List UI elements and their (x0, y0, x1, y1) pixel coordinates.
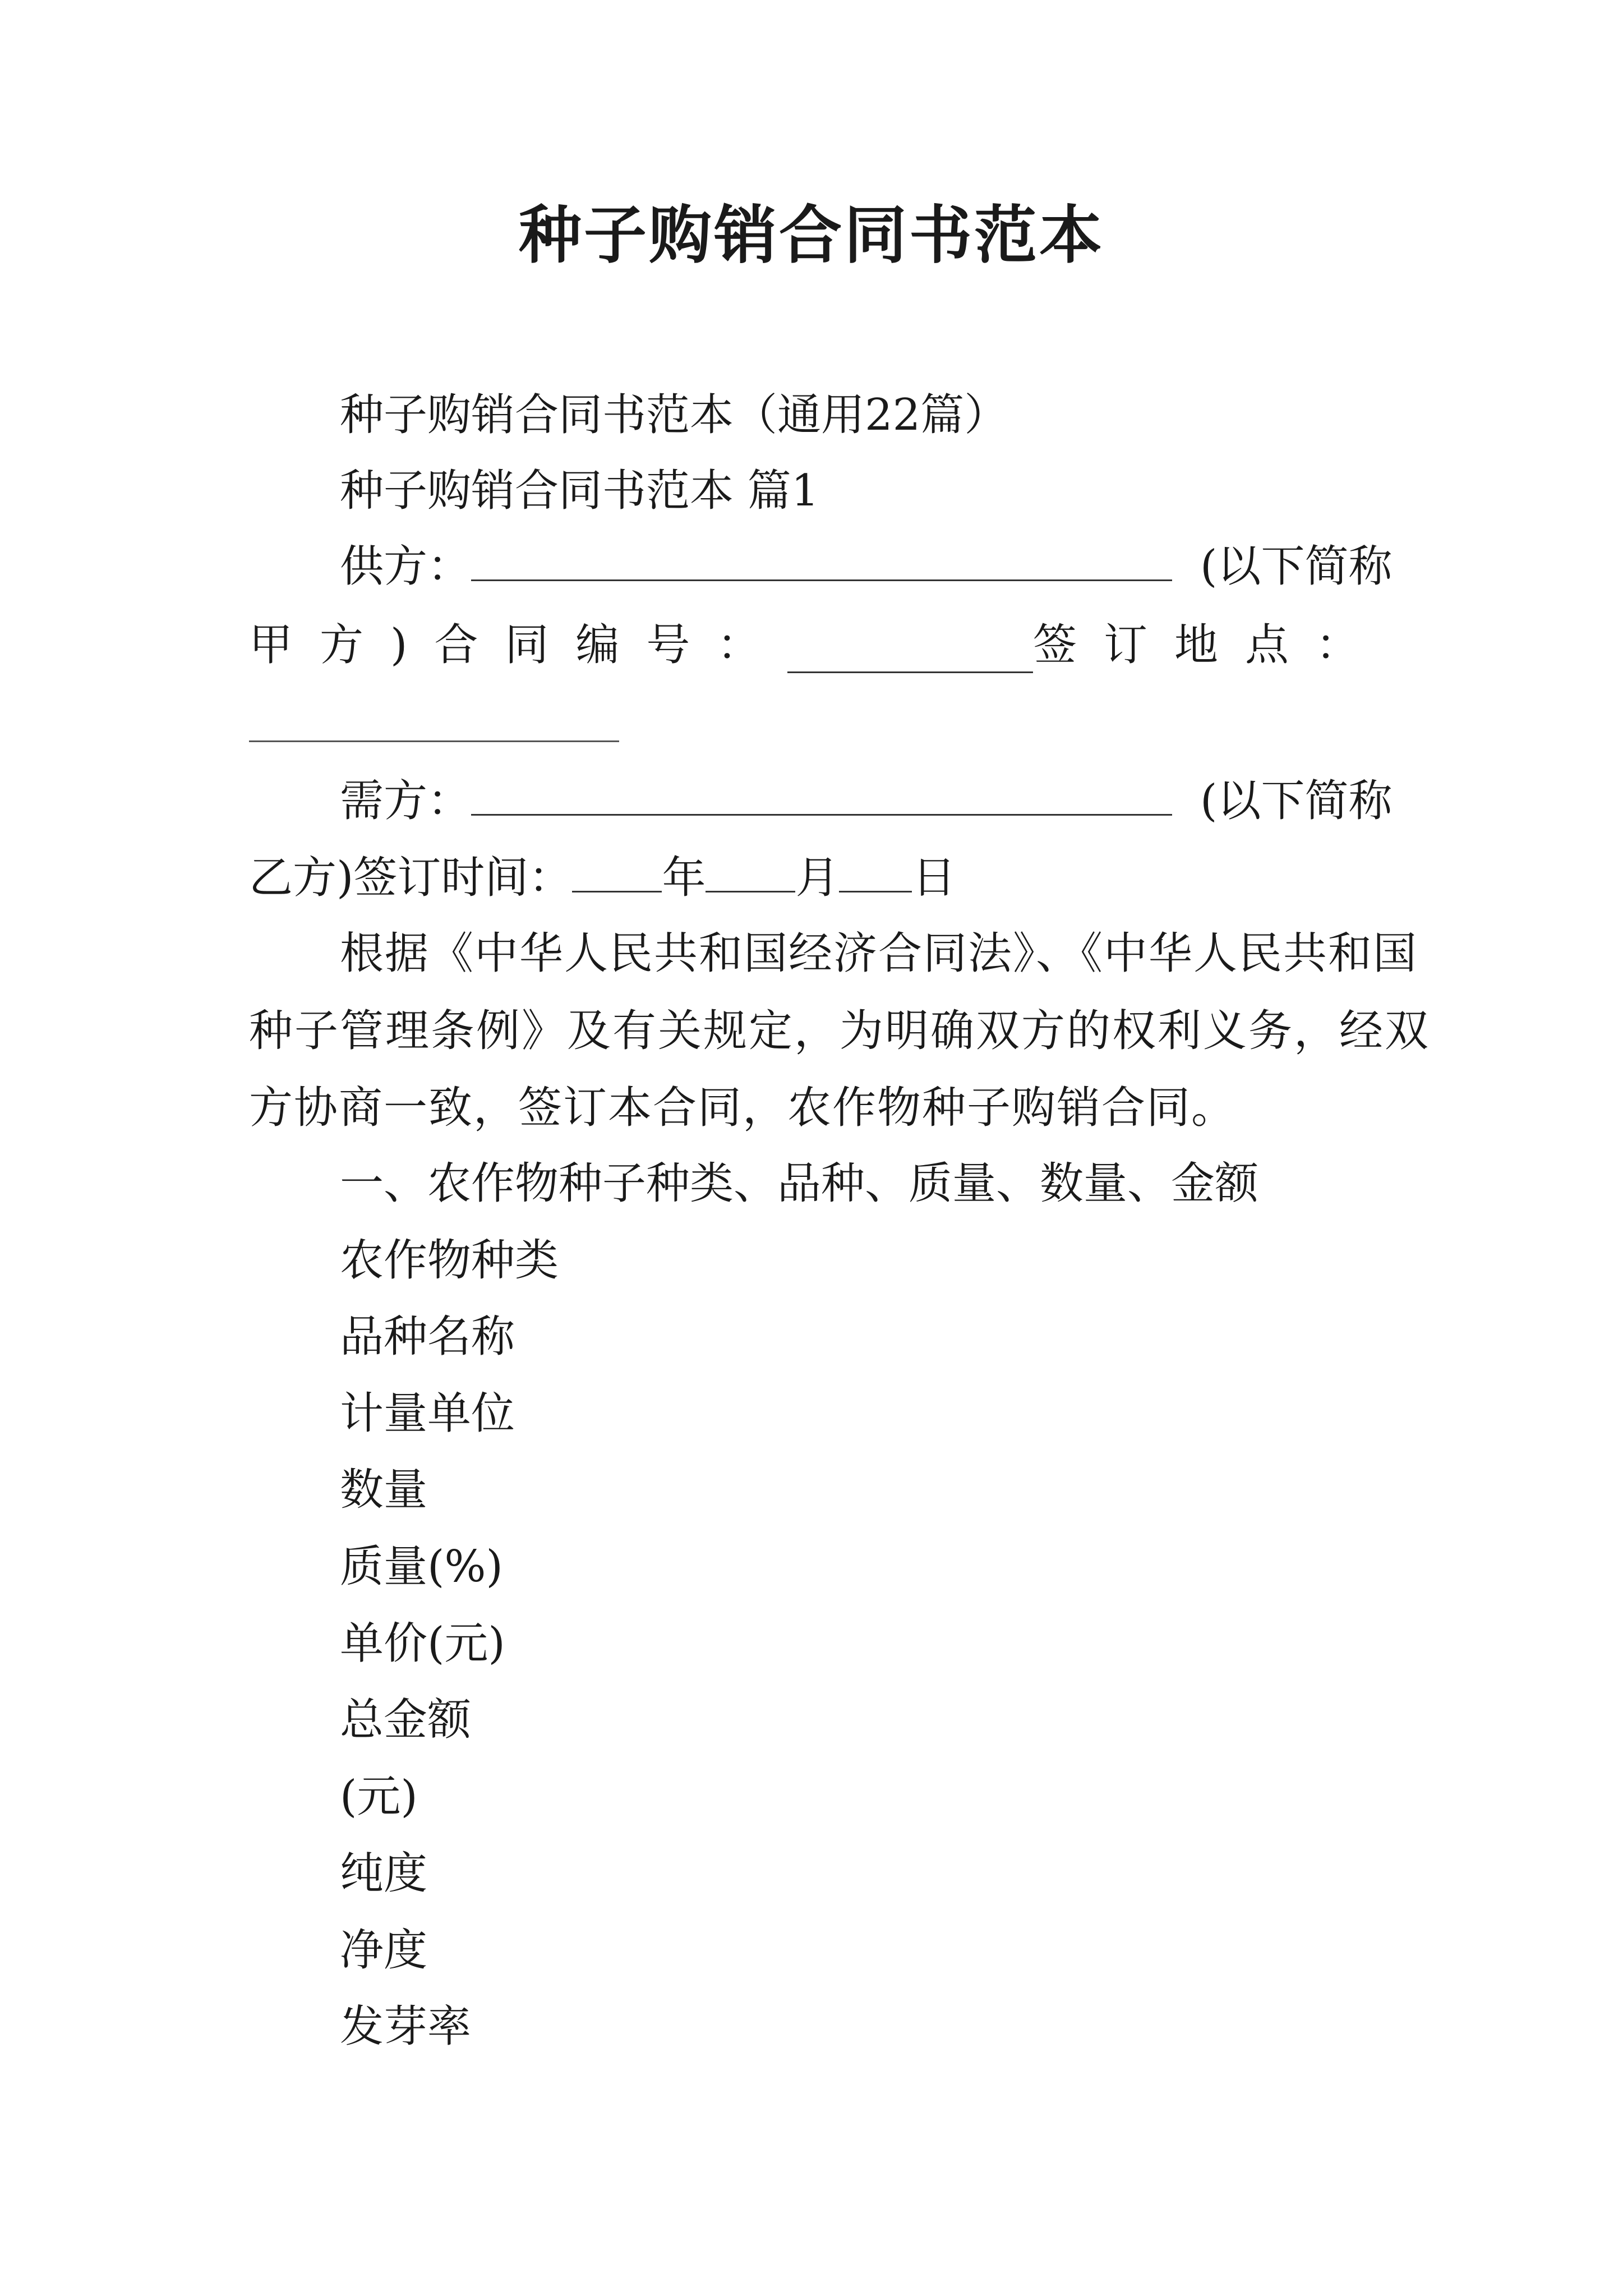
document-subtitle: 种子购销合同书范本（通用22篇） (340, 390, 1008, 440)
list-item: 单价(元) (340, 1618, 505, 1669)
year-label: 年 (662, 853, 706, 903)
contract-number-blank (787, 632, 1033, 673)
month-blank (706, 852, 795, 892)
supplier-blank (471, 540, 1172, 581)
document-title: 种子购销合同书范本 (519, 199, 1104, 272)
buyer-line (340, 773, 1392, 829)
clause-one-heading: 一、农作物种子种类、品种、质量、数量、金额 (340, 1158, 1259, 1209)
paragraph-line-3: 方协商一致，签订本合同，农作物种子购销合同。 (249, 1083, 1237, 1133)
section-heading: 种子购销合同书范本 篇1 (340, 466, 819, 516)
supplier-line (340, 539, 1392, 595)
sign-time-label: 乙方)签订时间： (249, 853, 573, 903)
buyer-label: 需方： (340, 776, 472, 826)
list-item: 净度 (340, 1925, 428, 1976)
contract-number-line (249, 617, 1386, 673)
contract-number-label: 甲方)合同编号： (249, 620, 788, 670)
list-item: 品种名称 (340, 1312, 515, 1362)
year-blank (572, 852, 662, 892)
supplier-suffix: (以下简称 (1200, 541, 1393, 592)
list-item: 纯度 (340, 1848, 428, 1899)
sign-time-line (249, 850, 956, 906)
signing-place-blank (249, 698, 619, 742)
list-item: 质量(%) (340, 1542, 503, 1592)
day-label: 日 (912, 853, 956, 903)
signing-place-label: 签订地点： (1032, 620, 1386, 670)
month-label: 月 (795, 853, 840, 903)
list-item: 总金额 (340, 1695, 472, 1745)
list-item: (元) (340, 1772, 418, 1822)
list-item: 数量 (340, 1465, 428, 1515)
list-item: 农作物种类 (340, 1235, 559, 1286)
day-blank (839, 852, 912, 892)
paragraph-line-1: 根据《中华人民共和国经济合同法》、《中华人民共和国 (340, 928, 1418, 979)
list-item: 发芽率 (340, 2001, 472, 2052)
buyer-suffix: (以下简称 (1200, 776, 1393, 826)
paragraph-line-2: 种子管理条例》及有关规定，为明确双方的权利义务，经双 (249, 1006, 1431, 1056)
list-item: 计量单位 (340, 1388, 515, 1439)
buyer-blank (471, 775, 1172, 816)
supplier-label: 供方： (340, 541, 472, 592)
